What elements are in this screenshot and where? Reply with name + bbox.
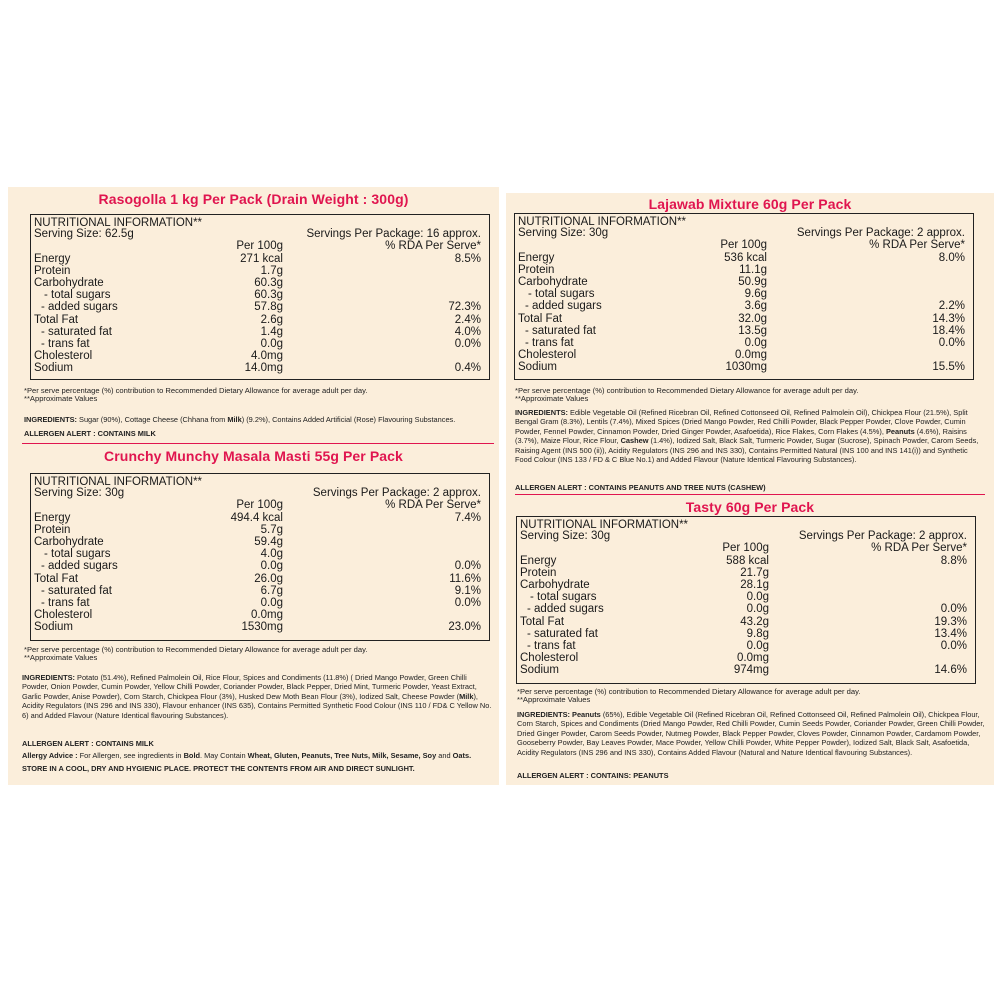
- nutrient-value: 4.0g: [260, 548, 283, 561]
- nutrient-label: Energy: [34, 512, 71, 524]
- allergy-advice: [22, 751, 492, 760]
- lajawab-ingredients: [515, 408, 985, 464]
- nutrient-label: Energy: [518, 252, 555, 264]
- nutrient-value: 60.3g: [254, 277, 283, 290]
- ingredients-cashew: Cashew: [620, 436, 649, 446]
- allergy-advice-bold: Bold: [183, 751, 201, 760]
- nutrient-value: 271 kcal: [240, 253, 283, 265]
- nutrient-label: - added sugars: [525, 300, 602, 313]
- nutrient-label: Cholesterol: [34, 608, 93, 621]
- crunchy-allergen-alert: ALLERGEN ALERT : CONTAINS MILK: [22, 739, 154, 748]
- nutrient-rda: 0.0%: [454, 560, 481, 573]
- rasogolla-title: Rasogolla 1 kg Per Pack (Drain Weight : 300g): [98, 191, 409, 207]
- nutrient-rda: 72.3%: [448, 301, 481, 314]
- nutrient-value: 0.0g: [746, 591, 769, 604]
- nutrient-label: Energy: [34, 253, 71, 265]
- nutrient-rda: 0.0%: [940, 603, 967, 616]
- nutrient-rda: 13.4%: [934, 627, 967, 640]
- nutrient-value: 5.7g: [260, 524, 283, 537]
- nutrient-value: 32.0g: [738, 312, 767, 325]
- ingredients-milk: Milk: [227, 415, 242, 424]
- nutrient-rda: 0.4%: [454, 361, 481, 374]
- nutrient-value: 43.2g: [740, 615, 769, 628]
- nutrient-value: 3.6g: [744, 300, 767, 313]
- storage-instructions: STORE IN A COOL, DRY AND HYGIENIC PLACE. PROTECT THE CONTENTS FROM AIR AND DIRECT SUNLIGHT.: [22, 764, 415, 773]
- ingredients-part-2: (4.6%), Raisins (3.7%), Maize Flour, Rice Flour,: [515, 426, 967, 446]
- nutrient-label: Total Fat: [34, 313, 79, 326]
- nutrient-label: Cholesterol: [518, 348, 577, 361]
- nutrition-header: NUTRITIONAL INFORMATION**: [520, 519, 689, 531]
- nutrient-rda: 4.0%: [454, 325, 481, 338]
- nutrient-value: 1030mg: [725, 360, 767, 373]
- nutrient-value: 494.4 kcal: [230, 512, 283, 524]
- footnote-approx: **Approximate Values: [515, 394, 589, 403]
- ingredients-part-1: Sugar (90%), Cottage Cheese (Chhana from: [76, 415, 228, 424]
- ingredients-part-2: ), Acidity Regulators (INS 296 and INS 330), Flavour enhancer (INS 635), Contains Permitted Synthetic Food Colour (INS 110 / FD& C Yellow No. 6) and Added Flavour (Nature Identical flavouring Substances).: [22, 691, 492, 720]
- nutrient-rda: 19.3%: [934, 615, 967, 628]
- nutrient-label: - added sugars: [41, 301, 118, 314]
- nutrient-label: Carbohydrate: [520, 579, 590, 592]
- nutrient-rda: 14.3%: [932, 312, 965, 325]
- ingredients-peanuts: Peanuts: [885, 426, 915, 436]
- nutrient-rda: 2.4%: [454, 313, 481, 326]
- serving-size: Serving Size: 30g: [518, 227, 609, 239]
- nutrient-value: 0.0g: [746, 639, 769, 652]
- per-100g-header: Per 100g: [720, 239, 767, 251]
- nutrient-value: 2.6g: [260, 313, 283, 326]
- allergy-advice-list: Wheat, Gluten, Peanuts, Tree Nuts, Milk, Sesame, Soy: [247, 751, 437, 760]
- nutrient-value: 0.0g: [260, 560, 283, 573]
- nutrient-label: - total sugars: [44, 289, 111, 302]
- nutrient-value: 1530mg: [241, 620, 283, 633]
- rasogolla-nutrition-table: [30, 214, 490, 380]
- servings-per-package: Servings Per Package: 2 approx.: [312, 487, 481, 499]
- per-100g-header: Per 100g: [722, 542, 769, 554]
- nutrient-value: 9.6g: [744, 288, 767, 301]
- nutrient-rda: 0.0%: [940, 639, 967, 652]
- nutrient-label: - trans fat: [41, 337, 90, 350]
- nutrient-value: 0.0mg: [737, 651, 769, 664]
- nutrient-rda: 18.4%: [932, 324, 965, 337]
- nutrient-rda: 2.2%: [938, 300, 965, 313]
- nutrient-rda: 0.0%: [454, 337, 481, 350]
- serving-size: Serving Size: 30g: [520, 530, 611, 542]
- nutrient-value: 59.4g: [254, 536, 283, 549]
- nutrient-rda: 7.4%: [454, 512, 481, 524]
- nutrient-label: - total sugars: [44, 548, 111, 561]
- nutrient-label: - trans fat: [527, 639, 576, 652]
- nutrient-label: - saturated fat: [41, 325, 112, 338]
- nutrient-value: 11.1g: [739, 264, 767, 277]
- nutrient-label: Sodium: [518, 360, 557, 373]
- crunchy-title: Crunchy Munchy Masala Masti 55g Per Pack: [104, 448, 403, 464]
- nutrient-value: 21.7g: [740, 567, 769, 580]
- rda-header: % RDA Per Serve*: [385, 499, 481, 511]
- ingredients-label: INGREDIENTS:: [515, 408, 568, 417]
- servings-per-package: Servings Per Package: 2 approx.: [796, 227, 965, 239]
- footnote-rda: *Per serve percentage (%) contribution to Recommended Dietary Allowance for average adult per day.: [24, 386, 368, 395]
- ingredients-part-1: Edible Vegetable Oil (Refined Ricebran Oil, Refined Cottonseed Oil, Refined Palmolein Oil), Chickpea Flour (21.5%), Split Bengal Gram (8.3%), Lentils (7.4%), Mixed Spices (Dried Mango Powder, Red Chilli Powder, Black Pepper Powder, Clove Powder, Cumin Powder, Fennel Powder, Cinnamon Powder, Dried Ginger Powder, Asafoetida), Rice Flakes, Corn Flakes (4.5%),: [515, 408, 968, 436]
- nutrient-label: Protein: [34, 524, 71, 537]
- nutrient-rda: 0.0%: [938, 336, 965, 349]
- allergy-advice-label: Allergy Advice :: [22, 751, 78, 760]
- nutrient-rda: 14.6%: [934, 663, 967, 676]
- nutrient-value: 4.0mg: [251, 349, 283, 362]
- nutrient-rda: 8.8%: [940, 555, 967, 567]
- nutrient-value: 57.8g: [254, 301, 283, 314]
- nutrient-value: 1.4g: [260, 325, 283, 338]
- nutrient-label: Cholesterol: [34, 349, 93, 362]
- ingredients-label: INGREDIENTS:: [517, 710, 570, 719]
- nutrient-label: - trans fat: [525, 336, 574, 349]
- nutrient-label: Sodium: [34, 620, 73, 633]
- lajawab-nutrition-table: [514, 213, 974, 380]
- nutrient-value: 13.5g: [738, 324, 767, 337]
- nutrient-value: 9.8g: [746, 627, 769, 640]
- nutrient-rda: 0.0%: [454, 596, 481, 609]
- nutrient-value: 60.3g: [254, 289, 283, 302]
- nutrient-label: Carbohydrate: [518, 276, 588, 289]
- nutrient-value: 50.9g: [738, 276, 767, 289]
- nutrient-value: 0.0mg: [735, 348, 767, 361]
- nutrient-label: Sodium: [34, 361, 73, 374]
- nutrient-label: Total Fat: [34, 572, 79, 585]
- footnote-approx: **Approximate Values: [24, 394, 98, 403]
- nutrient-label: Sodium: [520, 663, 559, 676]
- nutrient-value: 0.0g: [744, 336, 767, 349]
- nutrient-label: Total Fat: [518, 312, 563, 325]
- nutrient-rda: 8.5%: [454, 253, 481, 265]
- nutrient-label: - saturated fat: [527, 627, 598, 640]
- ingredients-part-2: ) (9.2%), Contains Added Artificial (Rose) Flavouring Substances.: [241, 415, 456, 424]
- nutrient-rda: 15.5%: [932, 360, 965, 373]
- rda-header: % RDA Per Serve*: [869, 239, 965, 251]
- crunchy-ingredients: [22, 673, 492, 720]
- nutrient-value: 536 kcal: [724, 252, 767, 264]
- footnote-rda: *Per serve percentage (%) contribution to Recommended Dietary Allowance for average adult per day.: [517, 687, 861, 696]
- nutrient-label: Energy: [520, 555, 557, 567]
- ingredients-part-1: (65%), Edible Vegetable Oil (Refined Ricebran Oil, Refined Cottonseed Oil, Refined Palmolein Oil), Chickpea Flour, Corn Starch, Spices and Condiments (Dried Mango Powder, Red Chilli Powder, Cumin Seeds Powder, Coriander Powder, Green Chilli Powder, Dried Ginger Powder, Carom Seeds Powder, Nutmeg Powder, Black Pepper Powder, Cloves Powder, Cinnamon Powder, Cardamom Powder, Gooseberry Powder, Bay Leaves Powder, Mace Powder, Yellow Chilli Powder, White Pepper Powder), Iodized Salt, Black Salt, Asafoetida, Acidity Regulators (INS 296 and INS 330), Contains Added Flavour (Natural and Nature Identical flavouring Substances).: [517, 710, 985, 757]
- nutrient-value: 0.0g: [746, 603, 769, 616]
- per-100g-header: Per 100g: [236, 499, 283, 511]
- rda-header: % RDA Per Serve*: [871, 542, 967, 554]
- nutrient-value: 28.1g: [740, 579, 769, 592]
- nutrient-value: 974mg: [733, 663, 769, 676]
- nutrient-label: Carbohydrate: [34, 536, 104, 549]
- tasty-ingredients: [517, 710, 987, 757]
- nutrition-header: NUTRITIONAL INFORMATION**: [518, 216, 687, 228]
- nutrient-value: 0.0g: [260, 337, 283, 350]
- tasty-allergen-alert: ALLERGEN ALERT : CONTAINS: PEANUTS: [517, 771, 669, 780]
- nutrient-label: - added sugars: [41, 560, 118, 573]
- nutrient-value: 26.0g: [254, 572, 283, 585]
- nutrient-label: Cholesterol: [520, 651, 579, 664]
- rasogolla-ingredients: [24, 415, 484, 424]
- tasty-title: Tasty 60g Per Pack: [685, 499, 815, 515]
- nutrient-rda: 8.0%: [938, 252, 965, 264]
- crunchy-nutrition-table: [30, 473, 490, 641]
- section-divider: [22, 443, 494, 444]
- nutrient-value: 0.0g: [260, 596, 283, 609]
- right-label-panel: [506, 193, 994, 785]
- rasogolla-allergen-alert: ALLERGEN ALERT : CONTAINS MILK: [24, 429, 156, 438]
- nutrient-rda: 11.6%: [449, 572, 481, 585]
- tasty-nutrition-table: [516, 516, 976, 684]
- ingredients-label: INGREDIENTS:: [22, 673, 75, 682]
- ingredients-label: INGREDIENTS:: [24, 415, 77, 424]
- allergy-advice-part-1: For Allergen, see ingredients in: [77, 751, 184, 760]
- nutrient-label: - saturated fat: [41, 584, 112, 597]
- nutrient-label: Protein: [520, 567, 557, 580]
- servings-per-package: Servings Per Package: 2 approx.: [798, 530, 967, 542]
- allergy-advice-part-2: . May Contain: [200, 751, 248, 760]
- nutrient-value: 14.0mg: [244, 361, 283, 374]
- allergy-advice-and: and: [436, 751, 453, 760]
- ingredients-part-1: Potato (51.4%), Refined Palmolein Oil, Rice Flour, Spices and Condiments (11.8%) ( Dried Mango Powder, Green Chilli Powder, Onion Powder, Cumin Powder, Yellow Chilli Powder, Coriander Powder, Black Pepper, Dried Mint, Turmeric Powder, Yeast Extract, Garlic Powder, Anise Powder), Corn Starch, Chickpea Flour (3%), Husked Dew Moth Bean Flour (3%), Iodized Salt, Cheese Powder (: [22, 673, 477, 701]
- nutrient-rda: 23.0%: [448, 620, 481, 633]
- nutrient-label: Protein: [518, 264, 555, 277]
- nutrition-header: NUTRITIONAL INFORMATION**: [34, 217, 203, 229]
- rda-header: % RDA Per Serve*: [385, 240, 481, 252]
- nutrient-label: - saturated fat: [525, 324, 596, 337]
- nutrient-label: Carbohydrate: [34, 277, 104, 290]
- nutrient-label: - added sugars: [527, 603, 604, 616]
- allergy-advice-oats: Oats.: [452, 751, 472, 760]
- nutrient-value: 1.7g: [260, 265, 283, 278]
- nutrient-label: Protein: [34, 265, 71, 278]
- nutrient-label: - total sugars: [528, 288, 595, 301]
- footnote-rda: *Per serve percentage (%) contribution to Recommended Dietary Allowance for average adult per day.: [515, 386, 859, 395]
- nutrient-value: 6.7g: [260, 584, 283, 597]
- serving-size: Serving Size: 30g: [34, 487, 125, 499]
- nutrition-header: NUTRITIONAL INFORMATION**: [34, 476, 203, 488]
- nutrient-label: - total sugars: [530, 591, 597, 604]
- nutrient-value: 588 kcal: [726, 555, 769, 567]
- ingredients-part-3: (1.4%), Iodized Salt, Black Salt, Turmeric Powder, Sugar (Sucrose), Spinach Powder, Carom Seeds, Raising Agent (INS 500 (ii)), Acidity Regulators (INS 296 and INS 330), Contains Permitted Natural (INS 100 and INS 141(i)) and Synthetic Food Colour (INS 133 / FD & C Blue No.1) and Added Flavour (Nature Identical Flavouring Substances).: [515, 436, 979, 465]
- nutrient-label: - trans fat: [41, 596, 90, 609]
- footnote-approx: **Approximate Values: [517, 695, 591, 704]
- nutrient-value: 0.0mg: [251, 608, 283, 621]
- serving-size: Serving Size: 62.5g: [34, 228, 134, 240]
- ingredients-peanuts: Peanuts: [569, 710, 601, 719]
- servings-per-package: Servings Per Package: 16 approx.: [306, 228, 481, 240]
- left-label-panel: [8, 187, 499, 785]
- nutrient-label: Total Fat: [520, 615, 565, 628]
- nutrient-rda: 9.1%: [454, 584, 481, 597]
- footnote-rda: *Per serve percentage (%) contribution to Recommended Dietary Allowance for average adult per day.: [24, 645, 368, 654]
- ingredients-milk: Milk: [459, 691, 474, 701]
- section-divider: [515, 494, 985, 495]
- lajawab-title: Lajawab Mixture 60g Per Pack: [648, 196, 852, 212]
- footnote-approx: **Approximate Values: [24, 653, 98, 662]
- per-100g-header: Per 100g: [236, 240, 283, 252]
- lajawab-allergen-alert: ALLERGEN ALERT : CONTAINS PEANUTS AND TREE NUTS (CASHEW): [515, 483, 766, 492]
